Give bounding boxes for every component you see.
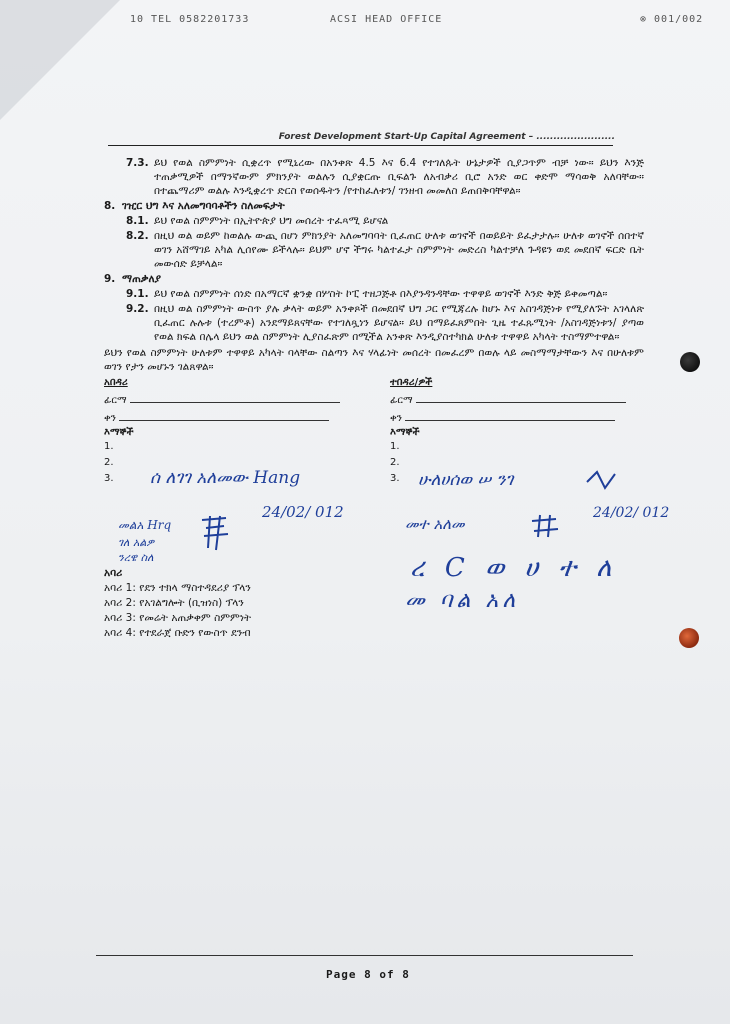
date-label: ቀን [390, 413, 402, 424]
witness-number: 1. [104, 441, 114, 452]
borrower-witness-1-handwriting: መተ አለመ [405, 515, 465, 533]
party-title: አበዳሪ [104, 377, 128, 388]
closing-statement: ይህን የወል ስምምነት ሁለቱም ተዋዋይ አካላት ባላቸው ስልጣን እና ሃላፊነት መሰረት በመፈረም በወሉ ላይ መስማማታቸውን እና በሁለቱም ወገን የታን መሆኑን ገልጸዋል። [104, 347, 644, 373]
clause-text: በዚህ ወል ወይም ከወልሉ ውጪ በሆነ ምክንያት አለመግባባት ቢፈጠር ሁለቱ ወገኖች በወይይት ይፈታታሉ። ሁለቱ ወገኖች ሰበተኛ ወገን አሸማገይ አካል ሊሰየሙ ይችላሉ። ይህም ሆኖ ችግሩ ካልተፈታ ስምምነት መድረስ ካልተቻለ ጉዳዩን ወደ መደበኛ ፍርድ ቤት መውሰድ ይቻላል። [154, 230, 644, 270]
annex-item: አባሪ 2: የአገልግሎት (ቢዝነስ) ፕላን [104, 597, 244, 609]
clause-7-3 [104, 156, 644, 198]
header-rule [108, 145, 613, 146]
fax-header-phone: 10 TEL 0582201733 [130, 14, 250, 25]
witnesses-label: እማኞች [104, 427, 134, 438]
punch-hole-upper [680, 352, 700, 372]
signature-mark-icon [530, 513, 560, 539]
clause-9-1 [104, 287, 644, 301]
fax-header-page-count: ⊗ 001/002 [640, 14, 704, 25]
lender-witness-3-handwriting: ንረዌ ስለ [118, 551, 154, 564]
date-line [405, 408, 615, 421]
fax-header-office: ACSI HEAD OFFICE [330, 14, 443, 25]
clause-text: በዚህ ወል ስምምነት ውስጥ ያሉ ቃላት ወይም አንቀጾች በመደበኛ ህግ ጋር የሚጃረሉ ከሆኑ እና አስገዳጅነቱ የሚያለኙት አገላለጽ ቢፈጠር ሉሉቱ (ተረምቶ) አንደማይጸናቸው የተገለጿነን ይሆናል። ይህ በማይፈጸምበት ጊዜ ተፈጹሚነት /አስገዳጅነቱን/ ያጣወ የወል ክፍል በሌላ ይህን ወል ስምምነት ሊያስፈጽም በሚችል አንቀጽ እንዲያስተካክል ሁለቱ ተዋዋይ አካላት ተስማምተዋል። [154, 303, 644, 343]
fax-header [0, 10, 730, 30]
signature-mark-icon [200, 512, 230, 552]
signature-area [104, 376, 644, 546]
clause-number: 7.3. [126, 157, 149, 169]
document-title: Forest Development Start-Up Capital Agreement – ....................... [278, 132, 615, 142]
clause-number: 8.1. [126, 215, 149, 227]
section-8-heading [104, 199, 644, 213]
lender-witness-2-handwriting: ገለ አልዎ [118, 536, 155, 549]
witness-number: 2. [104, 457, 114, 468]
witness-number: 3. [104, 473, 114, 484]
signature-line [130, 390, 340, 403]
annex-item: አባሪ 4: የተደራጀ ቡድን የውስጥ ደንብ [104, 627, 251, 639]
section-number: 8. [104, 200, 116, 212]
party-title: ተበዳሪ/ዎች [390, 377, 433, 388]
lender-witness-1-handwriting: መልአ Hrq [118, 518, 172, 532]
punch-hole-lower [679, 628, 699, 648]
borrower-witness-4-handwriting: መ ባል አለ [405, 588, 520, 613]
witness-number: 3. [390, 473, 400, 484]
clause-text: ይህ የወል ስምምነት ሲቋረጥ የሚኒረው በአንቀጽ 4.5 እና 6.4 የተገለጱት ሁኔታዎች ሲያጋጥም ብቻ ነው። ይህን እንጅ ተጠቃሚዎች በማንኛውም ምክንያት ወልሉን ሲያቋርጡ ቢፍልጉ ለአብቃሪ ቢሮ አንድ ወር ቀድሞ ማሳወቅ አለባቸው። በተጨማሪም ወልሉ እንዲቋረጥ ድርስ የወሰዱትን /የተከፈለቱን/ ገንዘብ መመለስ ይጠበቅባቸዋል። [154, 157, 644, 197]
clause-9-2 [104, 302, 644, 344]
page-number: Page 8 of 8 [326, 968, 410, 981]
clause-text: ይህ የወል ስምምነት በኢትዮጵያ ህግ መሰረት ተፈጻሚ ይሆናል [154, 215, 389, 227]
clause-number: 9.2. [126, 303, 149, 315]
witnesses-label: እማኞች [390, 427, 420, 438]
section-title: ማጠቃለያ [122, 273, 162, 285]
annex-item: አባሪ 1: የደን ተክላ ማስተዳደሪያ ፕላን [104, 582, 251, 594]
clause-number: 9.1. [126, 288, 149, 300]
signature-mark-icon [585, 468, 619, 494]
signature-line [416, 390, 626, 403]
borrower-witness-3-handwriting: ረ C ወ ሀ ተ ለ [410, 553, 618, 583]
lender-signature-handwriting: ሰ ለገገ አለመው Hang [150, 468, 301, 488]
clause-8-2 [104, 229, 644, 271]
section-9-heading [104, 272, 644, 286]
section-title: ገዢር ህግ እና አለመግባባቶችን ስለመፍታት [122, 200, 285, 212]
borrower-date-handwriting: 24/02/ 012 [593, 505, 670, 521]
clause-number: 8.2. [126, 230, 149, 242]
annex-heading: አባሪ [104, 567, 123, 579]
signature-label: ፊርማ [390, 395, 413, 406]
lender-date-handwriting: 24/02/ 012 [262, 503, 344, 521]
annex-item: አባሪ 3: የመሬት አጠቃቀም ስምምነት [104, 612, 252, 624]
witness-number: 2. [390, 457, 400, 468]
date-label: ቀን [104, 413, 116, 424]
clause-8-1 [104, 214, 644, 228]
clause-text: ይህ የወል ስምምነት ሰነድ በአማርኛ ቋንቋ በሦስት ኮፒ ተዘጋጅቶ በእያንዳንዳቸው ተዋዋይ ወገኖች እንድ ቅጅ ይቀመጣል። [154, 288, 608, 300]
signature-label: ፊርማ [104, 395, 127, 406]
annex-list [104, 566, 251, 641]
section-number: 9. [104, 273, 116, 285]
footer-rule [96, 955, 633, 956]
date-line [119, 408, 329, 421]
borrower-signature-handwriting: ሁለሀሰወ ሠ ንገ [418, 470, 514, 490]
witness-number: 1. [390, 441, 400, 452]
